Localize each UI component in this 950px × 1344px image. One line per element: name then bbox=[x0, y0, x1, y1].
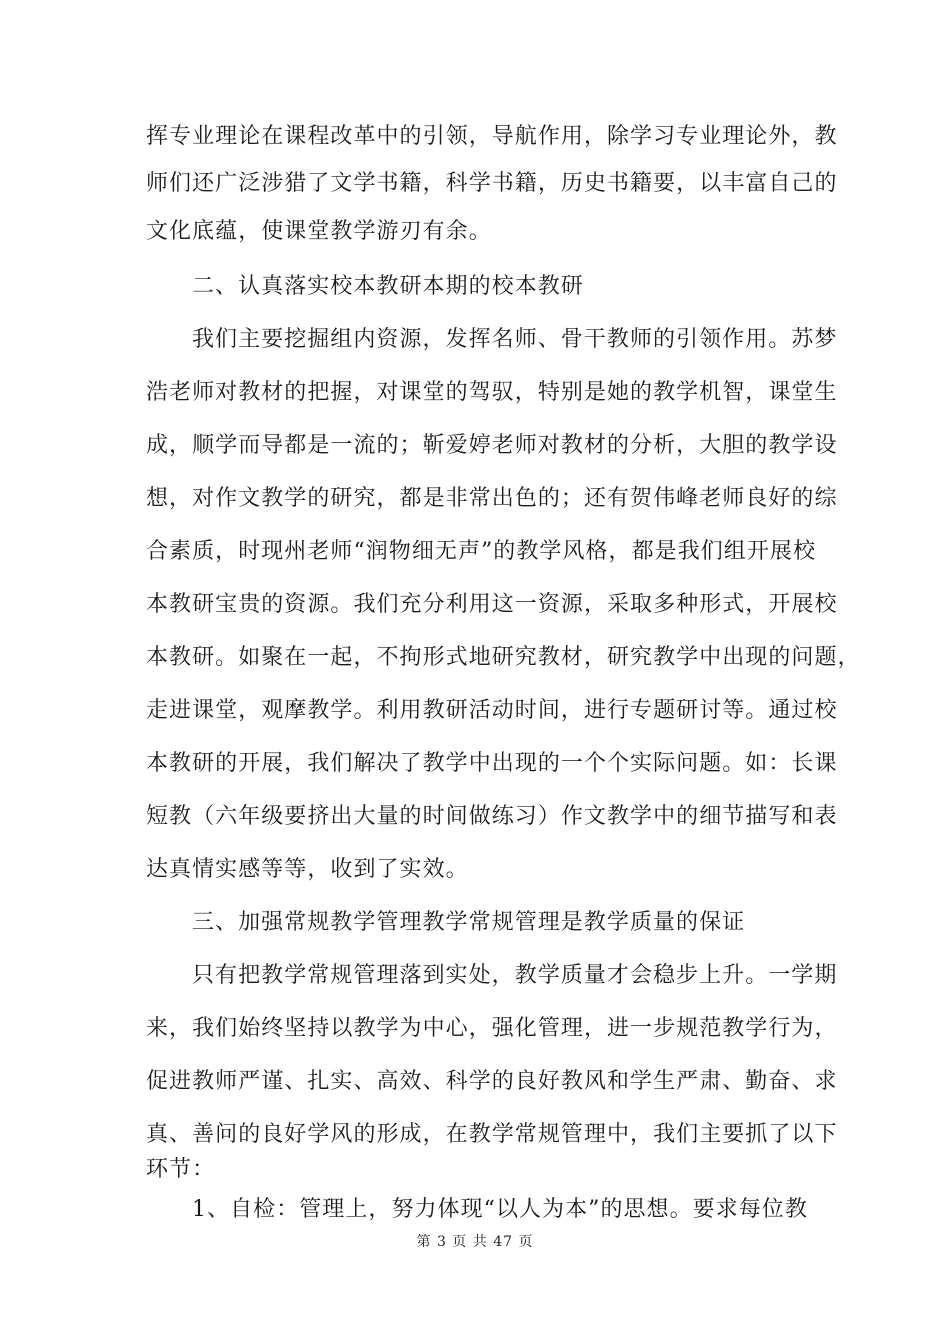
section-heading-3: 三、加强常规教学管理教学常规管理是教学质量的保证 bbox=[192, 910, 746, 935]
text-line: 合素质，时现州老师“润物细无声”的教学风格，都是我们组开展校 bbox=[146, 539, 816, 564]
text-line: 本教研的开展，我们解决了教学中出现的一个个实际问题。如：长课 bbox=[146, 751, 838, 776]
text-line: 只有把教学常规管理落到实处，教学质量才会稳步上升。一学期 bbox=[192, 963, 838, 988]
text-line: 本教研宝贵的资源。我们充分利用这一资源，采取多种形式，开展校 bbox=[146, 592, 838, 617]
text-line: 浩老师对教材的把握，对课堂的驾驭，特别是她的教学机智，课堂生 bbox=[146, 380, 838, 405]
text-line: 环节： bbox=[146, 1157, 216, 1182]
section-heading-2: 二、认真落实校本教研本期的校本教研 bbox=[192, 274, 584, 299]
text-line: 走进课堂，观摩教学。利用教研活动时间，进行专题研讨等。通过校 bbox=[146, 698, 838, 723]
text-line: 想，对作文教学的研究，都是非常出色的；还有贺伟峰老师良好的综 bbox=[146, 486, 838, 511]
text-line: 短教（六年级要挤出大量的时间做练习）作文教学中的细节描写和表 bbox=[146, 804, 838, 829]
text-line: 促进教师严谨、扎实、高效、科学的良好教风和学生严肃、勤奋、求 bbox=[146, 1069, 838, 1094]
text-line: 我们主要挖掘组内资源，发挥名师、骨干教师的引领作用。苏梦 bbox=[192, 327, 838, 352]
text-line: 挥专业理论在课程改革中的引领，导航作用，除学习专业理论外，教 bbox=[146, 124, 838, 149]
text-line: 达真情实感等等，收到了实效。 bbox=[146, 857, 469, 882]
text-line: 来，我们始终坚持以教学为中心，强化管理，进一步规范教学行为， bbox=[146, 1016, 838, 1041]
text-line: 文化底蕴，使课堂教学游刃有余。 bbox=[146, 219, 492, 244]
text-line: 真、善问的良好学风的形成，在教学常规管理中，我们主要抓了以下 bbox=[146, 1122, 838, 1147]
text-line: 1、自检：管理上，努力体现“以人为本”的思想。要求每位教 bbox=[192, 1197, 808, 1222]
text-line: 师们还广泛涉猎了文学书籍，科学书籍，历史书籍要，以丰富自己的 bbox=[146, 171, 838, 196]
text-line: 成，顺学而导都是一流的；靳爱婷老师对教材的分析，大胆的教学设 bbox=[146, 433, 838, 458]
page-footer: 第 3 页 共 47 页 bbox=[416, 1234, 534, 1250]
text-line: 本教研。如聚在一起，不拘形式地研究教材，研究教学中出现的问题， bbox=[146, 645, 861, 670]
